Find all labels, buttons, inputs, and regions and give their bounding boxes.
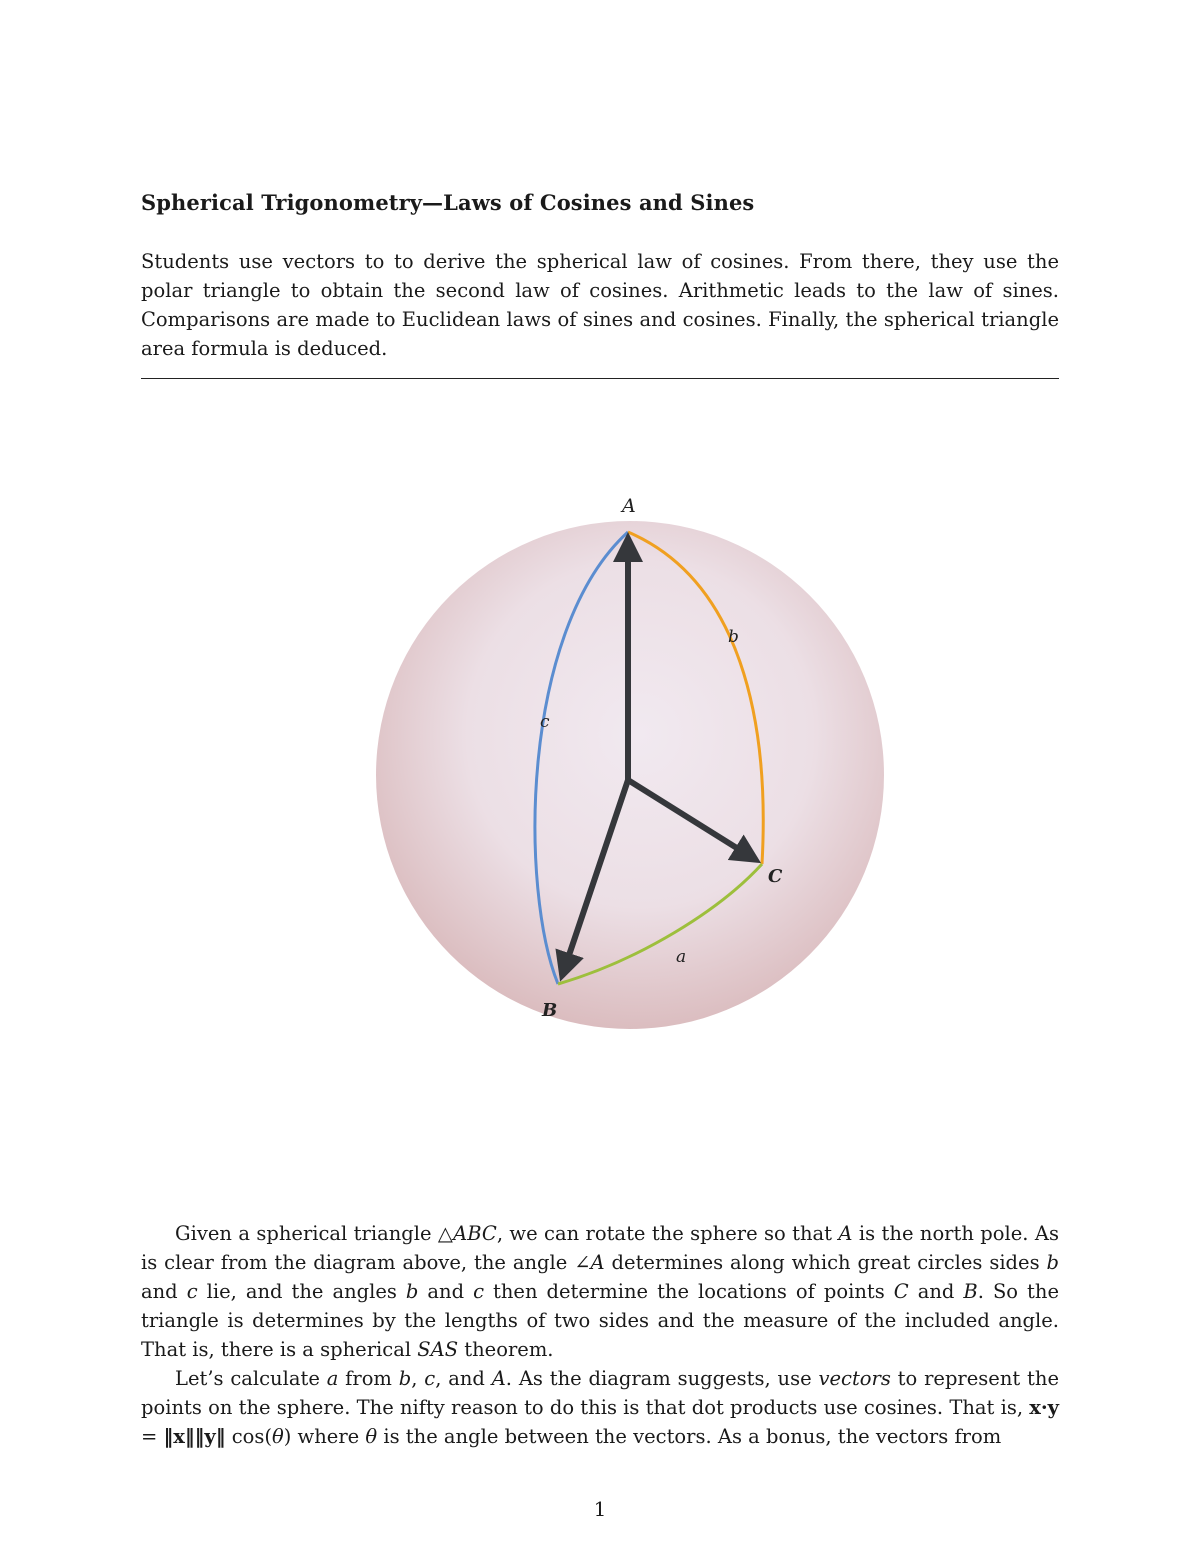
side-label-b: b xyxy=(728,627,739,647)
sphere-figure xyxy=(360,490,900,1030)
horizontal-rule xyxy=(141,378,1059,379)
paper-title: Spherical Trigonometry—Laws of Cosines and Sines xyxy=(141,190,755,215)
side-label-a: a xyxy=(676,947,687,967)
side-label-c: c xyxy=(540,712,550,732)
paragraph-1: Given a spherical triangle △ABC, we can rotate the sphere so that A is the north pole. As is clear from the diagram above, the angle ∠A determines along which great circles sides b and c lie, and the angles b and c then determine the locations of points C and B. So the triangle is determines by the lengths of two sides and the measure of the included angle. That is, there is a spherical SAS theorem. xyxy=(141,1222,1059,1361)
page-number: 1 xyxy=(593,1497,607,1521)
body-text xyxy=(141,1219,1059,1451)
abstract: Students use vectors to to derive the spherical law of cosines. From there, they use the polar triangle to obtain the second law of cosines. Arithmetic leads to the law of sines. Comparisons are made to Euclidean laws of sines and cosines. Finally, the spherical triangle area formula is deduced. xyxy=(141,250,1059,360)
paragraph-2: Let’s calculate a from b, c, and A. As the diagram suggests, use vectors to represent the points on the sphere. The nifty reason to do this is that dot products use cosines. That is, x·y = ‖x‖‖y‖ cos(θ) where θ is the angle between the vectors. As a bonus, the vectors from xyxy=(141,1367,1059,1448)
vertex-label-A: A xyxy=(622,495,636,517)
sphere-diagram xyxy=(360,490,900,1030)
vertex-label-C: C xyxy=(768,866,783,887)
vertex-label-B: B xyxy=(542,1000,558,1021)
